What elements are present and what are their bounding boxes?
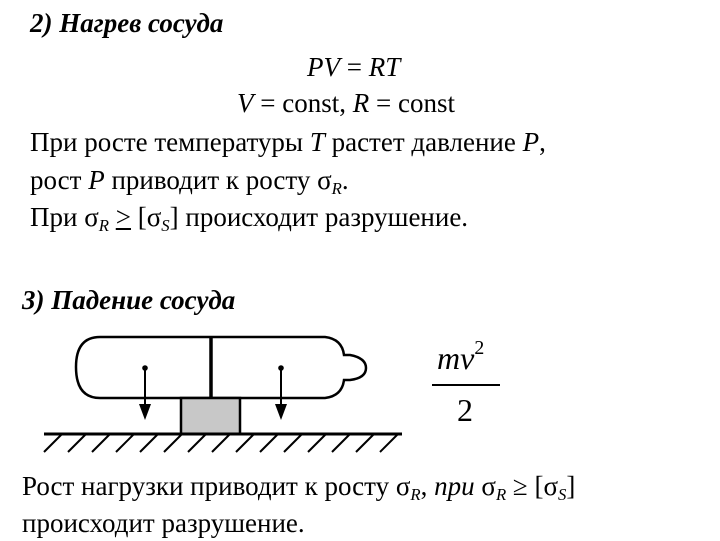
- ground-hatching: [44, 434, 398, 452]
- right-load-arrow-icon: [275, 404, 287, 420]
- fraction-numerator: $mv^2$: [437, 337, 485, 376]
- section2-heading: 2) Нагрев сосуда: [30, 8, 224, 38]
- section2-text-line2: рост P приводит к росту $\sigma_R$.: [30, 165, 349, 199]
- section3-text-line1: Рост нагрузки приводит к росту $\sigma_R$, при $\sigma_R \ge [\sigma_S]$: [22, 471, 576, 505]
- left-load-arrow-icon: [139, 404, 151, 420]
- vessel-outline: [76, 337, 366, 398]
- fraction-denominator: 2: [457, 392, 473, 428]
- section2-text-line3: При $\sigma_R > [\sigma_S]$ происходит разрушение.: [30, 202, 469, 236]
- section2-text-line1: При росте температуры T растет давление P,: [30, 127, 546, 157]
- section3-heading: 3) Падение сосуда: [22, 285, 236, 315]
- section3-text-line2: происходит разрушение.: [22, 508, 305, 538]
- support-block: [181, 398, 240, 434]
- formula-constants: V = const, R = const: [237, 88, 455, 118]
- formula-gas-law: PV = RT: [307, 52, 401, 82]
